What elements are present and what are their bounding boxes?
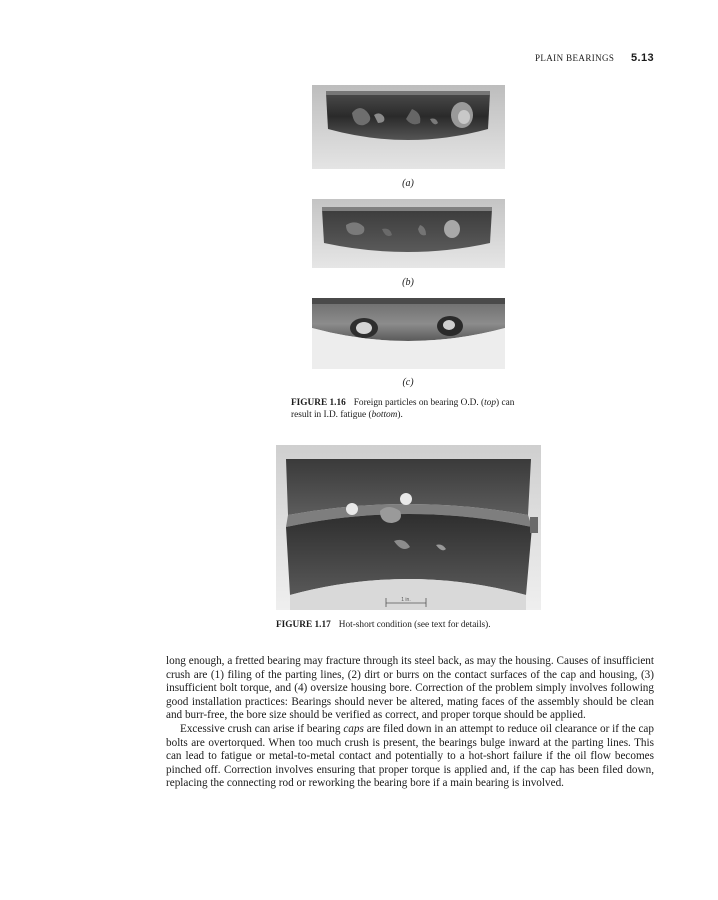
figure-1-16-caption	[291, 397, 531, 421]
figure-1-16a-label: (a)	[402, 178, 414, 189]
figure-1-16-number: FIGURE 1.16	[291, 398, 346, 408]
figure-1-16-caption-suffix: ).	[397, 410, 403, 420]
figure-1-17-scale-label: 1 in.	[401, 597, 411, 603]
body-paragraph-1: long enough, a fretted bearing may fracture through its steel back, as may the housing. Causes of insufficient crush are (1) filing of the parting lines, (2) dirt or burrs on the contact surfaces of the cap and housing, (3) insufficient bolt torque, and (4) oversize housing bore. Correction of the problem simply involves following good installation practices: Bearings should never be altered, mating faces of the assembly should be clean and burr-free, the bore size should be verified as correct, and proper torque should be applied.	[166, 655, 654, 722]
body-paragraph-2-emphasis: caps	[343, 722, 364, 735]
page-number: 5.13	[630, 52, 654, 64]
body-text	[166, 655, 654, 791]
running-head	[535, 52, 654, 64]
body-paragraph-2-rest: are filed down in an attempt to reduce oil clearance or if the cap bolts are overtorqued. When too much crush is present, the bearings bulge inward at the parting lines. This can lead to fatigue or metal-to-metal contact and potentially to a hot-short failure if the oil flow becomes pinched off. Correction involves ensuring that proper torque is applied and, if the cap has been filed down, replacing the connecting rod or reworking the bearing bore if a main bearing is involved.	[166, 722, 654, 790]
figure-1-17-caption-text: Hot-short condition (see text for details).	[338, 620, 491, 630]
figure-1-16-caption-mid: ) can result in I.D. fatigue (	[291, 398, 515, 420]
figure-1-16c-label: (c)	[402, 377, 414, 388]
running-head-title: PLAIN BEARINGS	[534, 53, 615, 63]
figure-1-16b-photo	[312, 199, 505, 268]
figure-1-16b-label: (b)	[402, 277, 414, 288]
body-paragraph-2	[166, 723, 654, 791]
figure-1-16c-photo	[312, 298, 505, 369]
figure-1-17-photo	[276, 445, 541, 610]
figure-1-16-caption-bottom: bottom	[371, 410, 398, 420]
figure-1-17-number: FIGURE 1.17	[276, 620, 331, 630]
figure-1-17-caption	[276, 619, 576, 631]
figure-1-16a-photo	[312, 85, 505, 169]
figure-1-16-caption-prefix: Foreign particles on bearing O.D. (	[353, 398, 485, 408]
figure-1-16-caption-top: top	[484, 398, 497, 408]
body-paragraph-2-start: Excessive crush can arise if bearing	[180, 722, 344, 735]
